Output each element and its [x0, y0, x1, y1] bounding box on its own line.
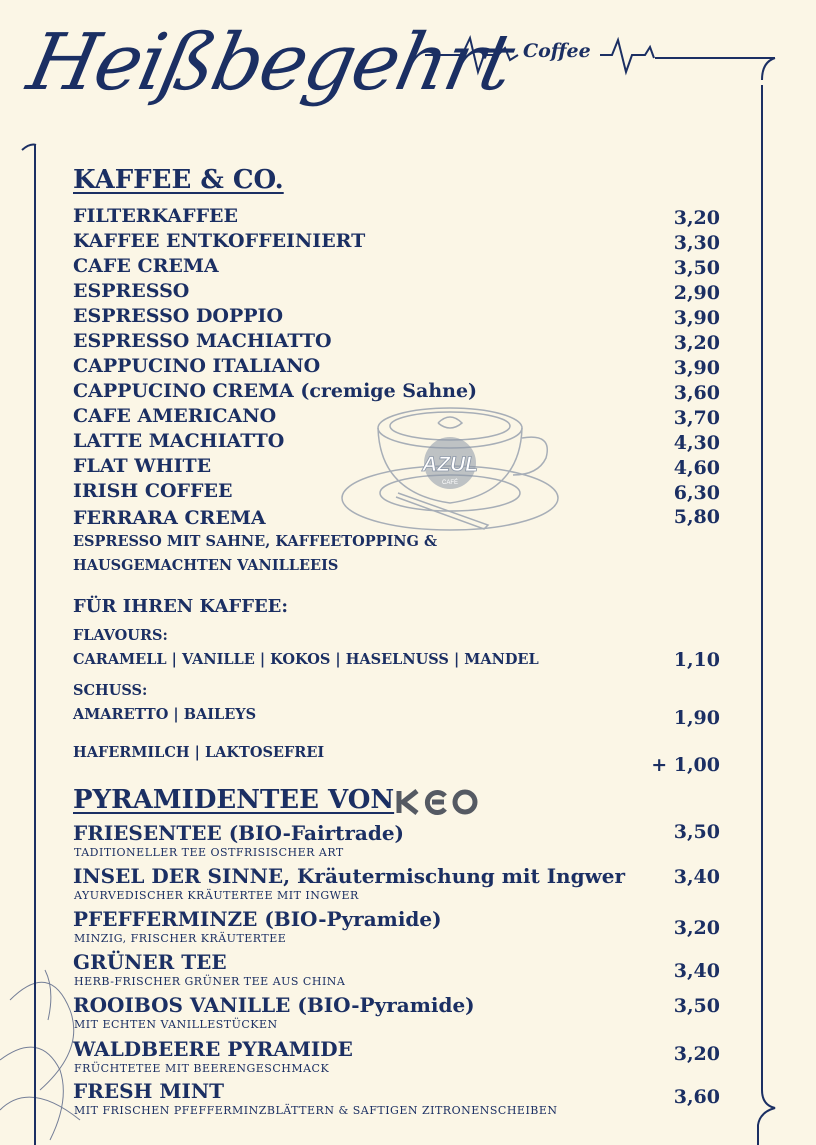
- tea-item-row: [73, 1079, 720, 1121]
- menu-item-row: [73, 455, 720, 480]
- milk-list: HAFERMILCH | LAKTOSEFREI: [73, 744, 325, 761]
- ferrara-description-line-1: ESPRESSO MIT SAHNE, KAFFEETOPPING &: [73, 533, 438, 550]
- menu-item-price: 4,60: [673, 457, 720, 479]
- menu-item-price: 3,20: [673, 332, 720, 354]
- tea-item-price: 3,60: [673, 1086, 720, 1108]
- tea-item-description: MIT FRISCHEN PFEFFERMINZBLÄTTERN & SAFTIGEN ZITRONENSCHEIBEN: [74, 1104, 558, 1117]
- menu-item-price: 3,20: [673, 207, 720, 229]
- menu-item-name: CAFE CREMA: [73, 255, 219, 277]
- menu-item-row: [73, 380, 720, 405]
- menu-item-row: [73, 330, 720, 355]
- tea-item-description: TADITIONELLER TEE OSTFRISISCHER ART: [74, 846, 344, 859]
- menu-item-name: FERRARA CREMA: [73, 507, 266, 529]
- azul-logo-text: AZUL: [422, 453, 478, 476]
- menu-item-name: CAPPUCINO CREMA (cremige Sahne): [73, 380, 478, 402]
- tea-item-row: [73, 907, 720, 949]
- menu-item-price: 6,30: [673, 482, 720, 504]
- menu-item-price: 3,90: [673, 307, 720, 329]
- tea-item-price: 3,50: [673, 821, 720, 843]
- menu-item-name: FLAT WHITE: [73, 455, 212, 477]
- tea-item-row: [73, 1037, 720, 1079]
- tea-item-description: MIT ECHTEN VANILLESTÜCKEN: [74, 1018, 278, 1031]
- flavours-label: FLAVOURS:: [73, 627, 168, 644]
- tea-item-name: WALDBEERE PYRAMIDE: [73, 1037, 353, 1061]
- tea-item-price: 3,40: [673, 960, 720, 982]
- menu-item-name: LATTE MACHIATTO: [73, 430, 285, 452]
- tea-item-description: MINZIG, FRISCHER KRÄUTERTEE: [74, 932, 287, 945]
- ferrara-description-line-2: HAUSGEMACHTEN VANILLEEIS: [73, 557, 339, 574]
- schuss-price: 1,90: [673, 707, 720, 729]
- tea-item-name: PFEFFERMINZE (BIO-Pyramide): [73, 907, 442, 931]
- section-title-tea: PYRAMIDENTEE VON: [73, 785, 395, 815]
- menu-item-row: [73, 280, 720, 305]
- keo-logo: [395, 788, 481, 816]
- menu-item-price: 3,30: [673, 232, 720, 254]
- menu-item-name: CAFE AMERICANO: [73, 405, 277, 427]
- menu-item-price: 3,70: [673, 407, 720, 429]
- flavours-list: CARAMELL | VANILLE | KOKOS | HASELNUSS | MANDEL: [73, 651, 539, 668]
- menu-item-row: [73, 355, 720, 380]
- menu-item-name: CAPPUCINO ITALIANO: [73, 355, 321, 377]
- flavours-price: 1,10: [673, 649, 720, 671]
- menu-item-price: 3,60: [673, 382, 720, 404]
- section-title-kaffee: KAFFEE & CO.: [73, 165, 284, 195]
- tea-item-row: [73, 950, 720, 992]
- tea-item-name: INSEL DER SINNE, Kräutermischung mit Ingwer: [73, 864, 626, 888]
- tea-item-price: 3,40: [673, 866, 720, 888]
- menu-item-price: 2,90: [673, 282, 720, 304]
- menu-item-row: [73, 205, 720, 230]
- menu-item-name: ESPRESSO MACHIATTO: [73, 330, 332, 352]
- menu-item-name: FILTERKAFFEE: [73, 205, 239, 227]
- schuss-label: SCHUSS:: [73, 682, 148, 699]
- schuss-list: AMARETTO | BAILEYS: [73, 706, 257, 723]
- tea-item-name: FRIESENTEE (BIO-Fairtrade): [73, 821, 405, 845]
- tea-item-row: [73, 993, 720, 1035]
- menu-item-row: [73, 507, 720, 532]
- extras-title: FÜR IHREN KAFFEE:: [73, 596, 289, 617]
- menu-item-price: 5,80: [673, 506, 720, 528]
- tea-item-row: [73, 821, 720, 863]
- menu-item-name: ESPRESSO: [73, 280, 190, 302]
- menu-item-name: IRISH COFFEE: [73, 480, 233, 502]
- menu-item-row: [73, 405, 720, 430]
- azul-logo-sub: CAFÉ: [441, 480, 459, 486]
- tea-item-name: FRESH MINT: [73, 1079, 225, 1103]
- menu-item-row: [73, 480, 720, 505]
- menu-item-row: [73, 430, 720, 455]
- milk-price: + 1,00: [651, 754, 720, 776]
- tea-item-price: 3,20: [673, 917, 720, 939]
- menu-item-name: KAFFEE ENTKOFFEINIERT: [73, 230, 366, 252]
- tea-item-price: 3,20: [673, 1043, 720, 1065]
- menu-item-price: 4,30: [673, 432, 720, 454]
- menu-item-row: [73, 230, 720, 255]
- script-headline: Heißbegehrt: [20, 18, 520, 108]
- menu-item-name: ESPRESSO DOPPIO: [73, 305, 283, 327]
- menu-item-row: [73, 305, 720, 330]
- menu-item-price: 3,90: [673, 357, 720, 379]
- tea-item-name: ROOIBOS VANILLE (BIO-Pyramide): [73, 993, 475, 1017]
- tea-item-description: AYURVEDISCHER KRÄUTERTEE MIT INGWER: [74, 889, 359, 902]
- tea-item-row: [73, 864, 720, 906]
- tea-item-name: GRÜNER TEE: [73, 950, 227, 974]
- tea-item-description: HERB-FRISCHER GRÜNER TEE AUS CHINA: [74, 975, 346, 988]
- menu-item-price: 3,50: [673, 257, 720, 279]
- menu-item-row: [73, 255, 720, 280]
- coffee-tag: Coffee: [523, 40, 591, 62]
- tea-item-price: 3,50: [673, 995, 720, 1017]
- tea-item-description: FRÜCHTETEE MIT BEERENGESCHMACK: [74, 1062, 330, 1075]
